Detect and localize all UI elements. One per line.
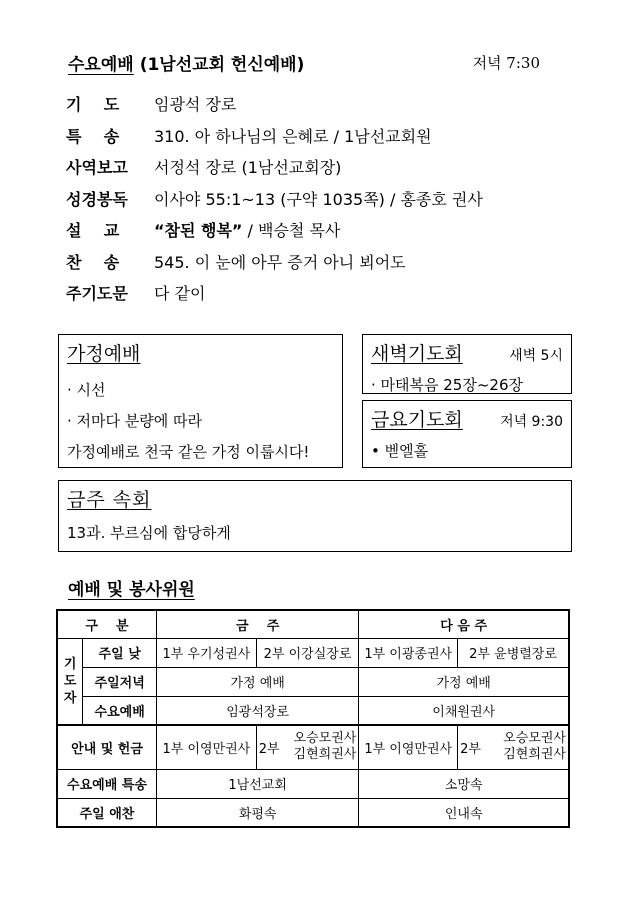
- order-row: [66, 214, 586, 246]
- table-cell: 2부 윤병렬장로: [458, 638, 569, 667]
- row-label: 주일 애찬: [57, 798, 156, 827]
- row-label: 안내 및 헌금: [57, 725, 156, 769]
- table-cell: 1남선교회: [156, 769, 358, 798]
- table-row: [57, 610, 569, 638]
- order-value: 545. 이 눈에 아무 증거 아니 뵈어도: [154, 252, 406, 272]
- order-label: 주기도문: [66, 284, 128, 304]
- order-label: 특 송: [66, 126, 120, 146]
- table-cell: [256, 725, 359, 769]
- family-worship-box: [58, 334, 343, 468]
- weekly-meeting-title: 금주 속회: [67, 489, 152, 511]
- dawn-prayer-line: · 마태복음 25장~26장: [371, 376, 523, 394]
- order-label: 성경봉독: [66, 189, 128, 209]
- order-row: [66, 88, 586, 120]
- sermon-title: “참된 행복”: [154, 221, 243, 241]
- header-category: 구 분: [57, 610, 156, 638]
- table-cell: 1부 이광종권사: [359, 638, 458, 667]
- table-row: [57, 798, 569, 827]
- service-title: 수요예배: [68, 55, 134, 75]
- dawn-prayer-title: 새벽기도회: [371, 343, 463, 365]
- table-cell: 인내속: [359, 798, 569, 827]
- table-row: [57, 638, 569, 667]
- weekly-meeting-line: 13과. 부르심에 합당하게: [67, 524, 231, 542]
- usher-name: 김현희권사: [503, 747, 566, 763]
- service-time: 저녁 7:30: [472, 54, 540, 72]
- table-cell: 이채원권사: [359, 696, 569, 725]
- table-cell: 임광석장로: [156, 696, 358, 725]
- usher-name: 오승모권사: [293, 731, 357, 747]
- friday-prayer-box: [362, 400, 572, 468]
- order-row: [66, 246, 586, 278]
- friday-prayer-time: 저녁 9:30: [500, 414, 563, 430]
- table-row: [57, 725, 569, 769]
- order-row: [66, 277, 586, 309]
- family-worship-line: · 저마다 분량에 따라: [67, 412, 202, 430]
- table-cell: 1부 이영만권사: [359, 725, 458, 769]
- service-header: [68, 50, 548, 74]
- friday-prayer-title: 금요기도회: [371, 409, 463, 431]
- family-worship-line: 가정예배로 천국 같은 가정 이룹시다!: [67, 443, 310, 461]
- order-row: [66, 151, 586, 183]
- order-row: [66, 120, 586, 152]
- usher-name: 김현희권사: [293, 747, 357, 763]
- weekly-meeting-box: [58, 480, 572, 552]
- table-cell: 가정 예배: [359, 667, 569, 696]
- order-label: 사역보고: [66, 158, 128, 178]
- prayer-leader-label: 기 도 자: [57, 638, 83, 725]
- order-value: 서정석 장로 (1남선교회장): [154, 158, 342, 178]
- table-row: [57, 769, 569, 798]
- part-prefix: 2부: [258, 741, 280, 757]
- table-cell: 1부 이영만권사: [156, 725, 256, 769]
- service-subtitle: (1남선교회 헌신예배): [139, 55, 305, 75]
- order-value: [154, 218, 340, 241]
- table-cell: 1부 우기성권사: [156, 638, 256, 667]
- table-cell: [458, 725, 569, 769]
- table-row: [57, 667, 569, 696]
- family-worship-title: 가정예배: [67, 343, 141, 365]
- table-cell: 소망속: [359, 769, 569, 798]
- order-of-service: [66, 88, 586, 309]
- table-cell: 2부 이강실장로: [256, 638, 359, 667]
- row-label: 수요예배: [83, 696, 157, 725]
- order-value: 310. 아 하나님의 은혜로 / 1남선교회원: [154, 126, 432, 146]
- order-label: 설 교: [66, 221, 120, 241]
- friday-prayer-line: • 벧엘홀: [371, 442, 429, 460]
- table-cell: 화평속: [156, 798, 358, 827]
- usher-name: 오승모권사: [503, 731, 566, 747]
- order-value: 이사야 55:1~13 (구약 1035쪽) / 홍종호 권사: [154, 189, 483, 209]
- header-this-week: 금 주: [156, 610, 358, 638]
- order-value: 다 같이: [154, 284, 206, 304]
- part-prefix: 2부: [460, 741, 481, 757]
- header-next-week: 다 음 주: [359, 610, 569, 638]
- duty-section-title: 예배 및 봉사위원: [68, 580, 195, 600]
- table-row: [57, 696, 569, 725]
- family-worship-line: · 시선: [67, 381, 106, 399]
- dawn-prayer-time: 새벽 5시: [509, 348, 563, 364]
- order-label: 찬 송: [66, 252, 120, 272]
- order-label: 기 도: [66, 95, 120, 115]
- order-value: 임광석 장로: [154, 95, 237, 115]
- duty-table: [56, 609, 570, 828]
- order-row: [66, 183, 586, 215]
- dawn-prayer-box: [362, 334, 572, 394]
- row-label: 주일저녁: [83, 667, 157, 696]
- row-label: 주일 낮: [83, 638, 157, 667]
- row-label: 수요예배 특송: [57, 769, 156, 798]
- table-cell: 가정 예배: [156, 667, 358, 696]
- sermon-preacher: / 백승철 목사: [242, 221, 341, 241]
